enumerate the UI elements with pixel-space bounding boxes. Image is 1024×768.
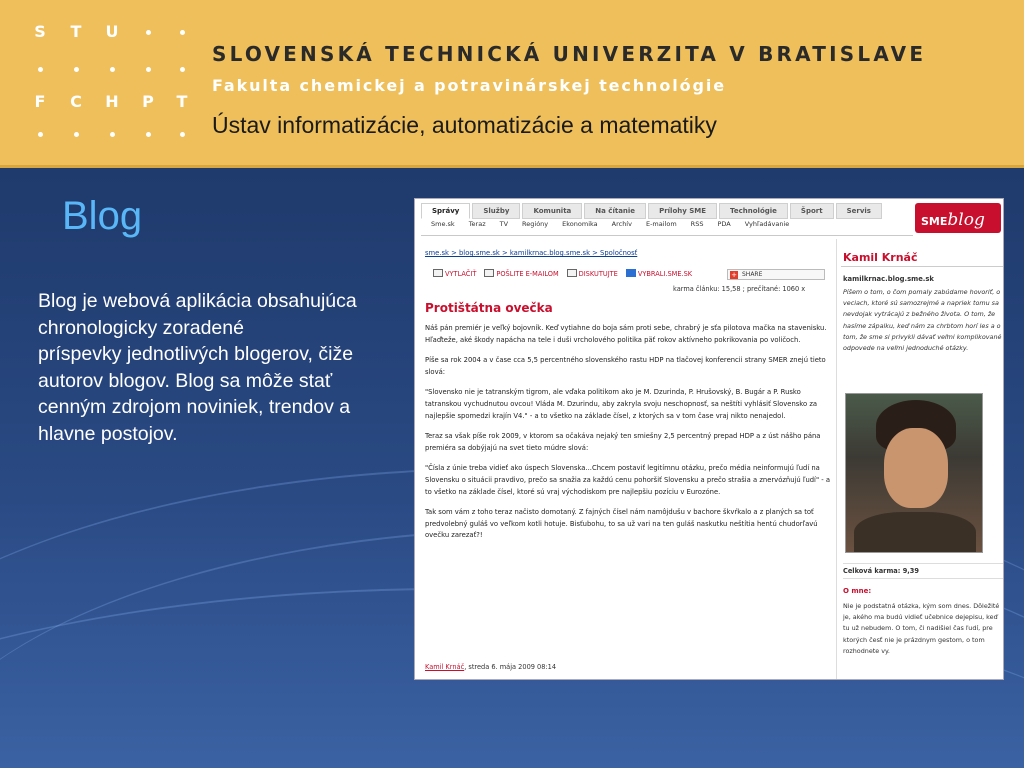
logo-dot [110,132,115,137]
subnav-link[interactable]: Teraz [468,220,486,228]
logo-letter: P [142,92,154,111]
about-heading: O mne: [843,587,872,595]
author-description: Píšem o tom, o čom pomaly zabúdame hovoriť, o veciach, ktoré sú samozrejmé a napriek tomu sa nevdojak vytrácajú z bežného života. O tom, že hasíme zápalku, keď nám za chrbtom horí les a o tom, že sme si privykli dávať veľmi komplikované odpovede na veľmi jednoduché otázky. [843,288,1002,353]
article-karma: karma článku: 15,58 ; prečítané: 1060 x [673,285,806,293]
stu-fchpt-logo [28,22,198,147]
tab-sport[interactable]: Šport [790,203,834,219]
logo-dot [146,67,151,72]
subnav-link[interactable]: PDA [717,220,731,228]
sme-logo-text: SME [921,215,948,228]
article-tools [433,269,692,278]
subnav-link[interactable]: Sme.sk [431,220,455,228]
article-paragraph: "Čísla z únie treba vidieť ako úspech Slovenska...Chcem postaviť legitímnu otázku, prečo média neinformujú ľudí na Slovensku o situácii pravdivo, prečo sa snažia za každú cenu pohoršiť Slovensku a prečo strašia a znervózňujú ľudí" - a to všetko na základe čísel, ktoré sú vraj východiskom pre najlepšiu pozíciu v Eurozóne. [425,464,831,496]
logo-dot [180,30,185,35]
author-blog-url[interactable]: kamilkrnac.blog.sme.sk [843,275,934,283]
tab-komunita[interactable]: Komunita [522,203,582,219]
share-label: SHARE [742,271,763,278]
author-link[interactable]: Kamil Krnáč [425,663,465,671]
about-text: Nie je podstatná otázka, kým som dnes. Dôležité je, akého ma budú vidieť učebnice dejepisu, keď tu už nebudem. O tom, či nadišiel čas ľudí, pre ktorých česť nie je prázdnym gestom, o tom rozhodnete vy. [843,602,1000,655]
logo-letter: T [70,22,82,41]
subnav-link[interactable]: Archív [611,220,632,228]
article-paragraph: Teraz sa však píše rok 2009, v ktorom sa očakáva nejaký ten smiešny 2,5 percentný prepad HDP a z úst nášho pána premiéra sa dobýjajú na svet tieto múdre slová: [425,432,821,452]
print-link[interactable] [433,269,476,278]
subnav-link[interactable]: E-mailom [645,220,677,228]
header-band [0,0,1024,168]
institute-name: Ústav informatizácie, automatizácie a matematiky [212,112,717,138]
logo-dot [110,67,115,72]
tab-spravy[interactable]: Správy [421,203,470,219]
discuss-label: DISKUTUJTE [578,270,618,278]
logo-dot [74,132,79,137]
logo-letter: S [34,22,46,41]
blog-logo-text: blog [947,210,985,230]
article-paragraph: Píše sa rok 2004 a v čase cca 5,5 percentného slovenského rastu HDP na tlačovej konferencii strany SMER znejú tieto slová: [425,356,826,376]
logo-dot [74,67,79,72]
site-tabs [421,203,882,219]
photo-face [884,428,948,508]
plus-icon: + [731,271,737,279]
share-button[interactable] [727,269,825,280]
logo-dot [38,132,43,137]
email-link[interactable] [484,269,558,278]
discuss-link[interactable] [567,269,618,278]
envelope-icon [484,269,494,277]
article-title: Protištátna ovečka [425,301,553,315]
author-name: Kamil Krnáč [841,251,1003,267]
vybrali-link[interactable] [626,269,692,278]
logo-letter: C [70,92,82,111]
article-paragraph: "Slovensko nie je tatranským tigrom, ale vďaka politikom ako je M. Dzurinda, P. Hrušovský, B. Bugár a P. Rusko tatranskou vychudnutou ovcou! Vláda M. Dzurindu, aby zakryla svoju neschopnosť, sa neštíti vyhlásiť Slovensko za najlepšie spomedzi krajín V4." - a to všetko na základe čísel, z ktorých sa v tom čase vraj nikto nenajedol. [425,388,818,420]
logo-dot [146,132,151,137]
subnav-link[interactable]: Ekonomika [562,220,598,228]
tab-prilohy[interactable]: Prílohy SME [648,203,717,219]
tab-servis[interactable]: Servis [836,203,882,219]
logo-dot [38,67,43,72]
vybrali-label: VYBRALI.SME.SK [637,270,693,278]
article-paragraph: Náš pán premiér je veľký bojovník. Keď vytiahne do boja sám proti sebe, chrabrý je sťa pilotova mačka na stavenisku. Hľaďteže, aké škody napácha na tele i duši vrcholového politika päť rokov aktívneho pokrikovania po voličoch. [425,324,827,344]
sme-blog-logo[interactable] [915,203,1001,233]
breadcrumb[interactable]: sme.sk > blog.sme.sk > kamilkrnac.blog.sme.sk > Spoločnosť [425,249,638,257]
logo-letter: U [105,22,119,41]
column-divider [836,239,837,679]
logo-letter: H [105,92,119,111]
article-body [425,323,831,551]
logo-letter: T [176,92,188,111]
subnav-link[interactable]: Regióny [522,220,549,228]
photo-shirt [854,512,976,553]
speech-bubble-icon [567,269,577,277]
subnav-link[interactable]: Vyhľadávanie [744,220,790,228]
article-date: , streda 6. mája 2009 08:14 [464,663,557,671]
printer-icon [433,269,443,277]
print-label: VYTLAČIŤ [445,270,477,278]
tab-technologie[interactable]: Technológie [719,203,788,219]
divider [421,235,913,236]
logo-dot [180,132,185,137]
logo-dot [146,30,151,35]
slide-title: Blog [62,194,143,238]
slide-text: Blog je webová aplikácia obsahujúca chronologicky zoradené príspevky jednotlivých blogerov, čiže autorov blogov. Blog sa môže stať cenným zdrojom noviniek, trendov a hlavne postojov. [38,290,357,445]
author-karma: Celková karma: 9,39 [843,563,1003,579]
author-photo [845,393,983,553]
logo-dot [180,67,185,72]
logo-letter: F [34,92,46,111]
subnav-link[interactable]: RSS [690,220,704,228]
university-name: SLOVENSKÁ TECHNICKÁ UNIVERZITA V BRATISLAVE [212,42,927,66]
sub-navigation [421,220,789,234]
email-label: POŠLITE E-MAILOM [496,270,559,278]
subnav-link[interactable]: TV [499,220,509,228]
vybrali-icon [626,269,636,277]
author-sidebar [841,239,1003,679]
tab-sluzby[interactable]: Služby [472,203,520,219]
blog-screenshot [414,198,1004,680]
article-paragraph: Tak som vám z toho teraz načisto domotaný. Z fajných čísel nám namôjdušu v bachore škvŕkalo a z planých sa toť predvolebný guláš vo veľkom kotli hotuje. Bisťubohu, to sa už vari na ten guláš naskutku neštítia hentú chudorľavú ovečku zarezať?! [425,508,818,540]
article-byline [425,663,556,671]
tab-na-citanie[interactable]: Na čítanie [584,203,646,219]
faculty-name: Fakulta chemickej a potravinárskej technológie [212,76,727,95]
